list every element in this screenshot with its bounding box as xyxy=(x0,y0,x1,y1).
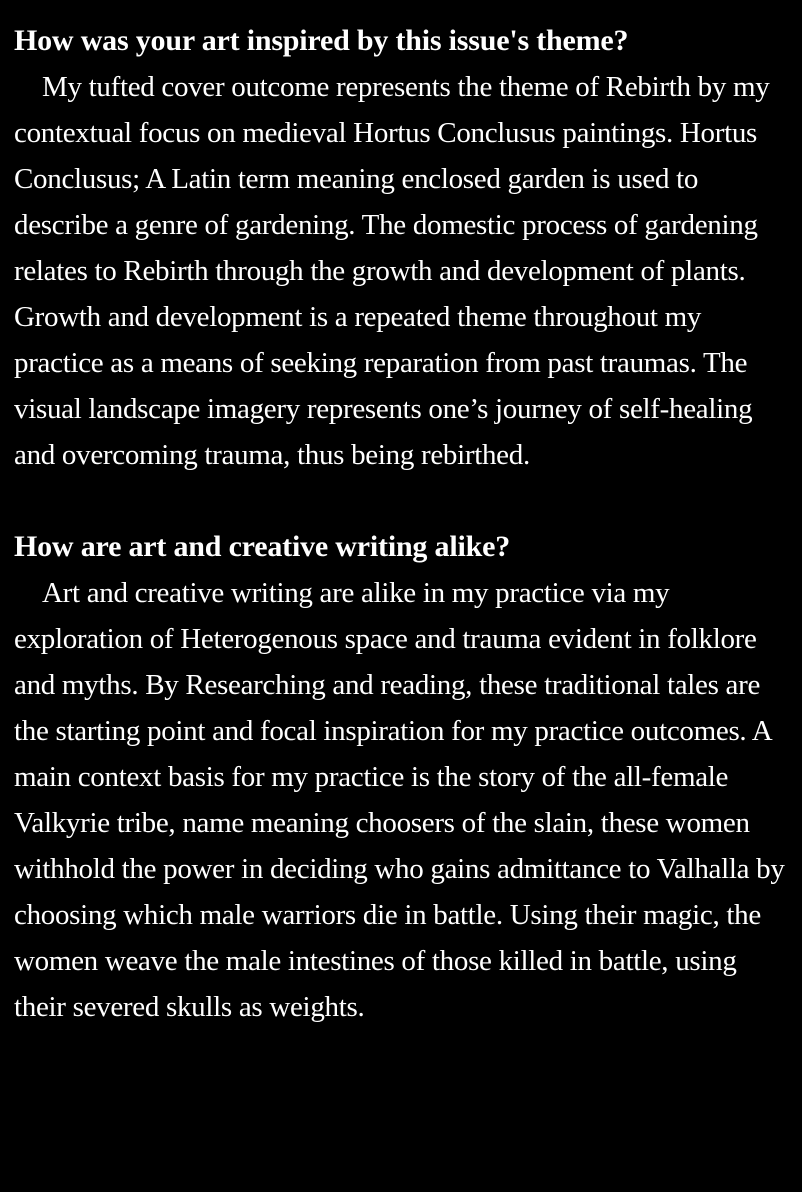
qa-section-art-and-writing xyxy=(14,524,794,1030)
interview-page xyxy=(14,18,794,1030)
answer-paragraph: Art and creative writing are alike in my practice via my exploration of Heterogenous space and trauma evident in folklore and myths. By Researching and reading, these traditional tales are the starting point and focal inspiration for my practice outcomes. A main context basis for my practice is the story of the all-female Valkyrie tribe, name meaning choosers of the slain, these women withhold the power in deciding who gains admittance to Valhalla by choosing which male warriors die in battle. Using their magic, the women weave the male intestines of those killed in battle, using their severed skulls as weights. xyxy=(14,577,785,1023)
question-heading: How are art and creative writing alike? xyxy=(14,530,511,563)
qa-section-theme-inspiration xyxy=(14,18,794,478)
answer-paragraph: My tufted cover outcome represents the theme of Rebirth by my contextual focus on medieval Hortus Conclusus paintings. Hortus Conclusus; A Latin term meaning enclosed garden is used to describe a genre of gardening. The domestic process of gardening relates to Rebirth through the growth and development of plants. Growth and development is a repeated theme throughout my practice as a means of seeking reparation from past traumas. The visual landscape imagery represents one’s journey of self-healing and overcoming trauma, thus being rebirthed. xyxy=(14,71,770,471)
question-heading: How was your art inspired by this issue's theme? xyxy=(14,24,629,57)
